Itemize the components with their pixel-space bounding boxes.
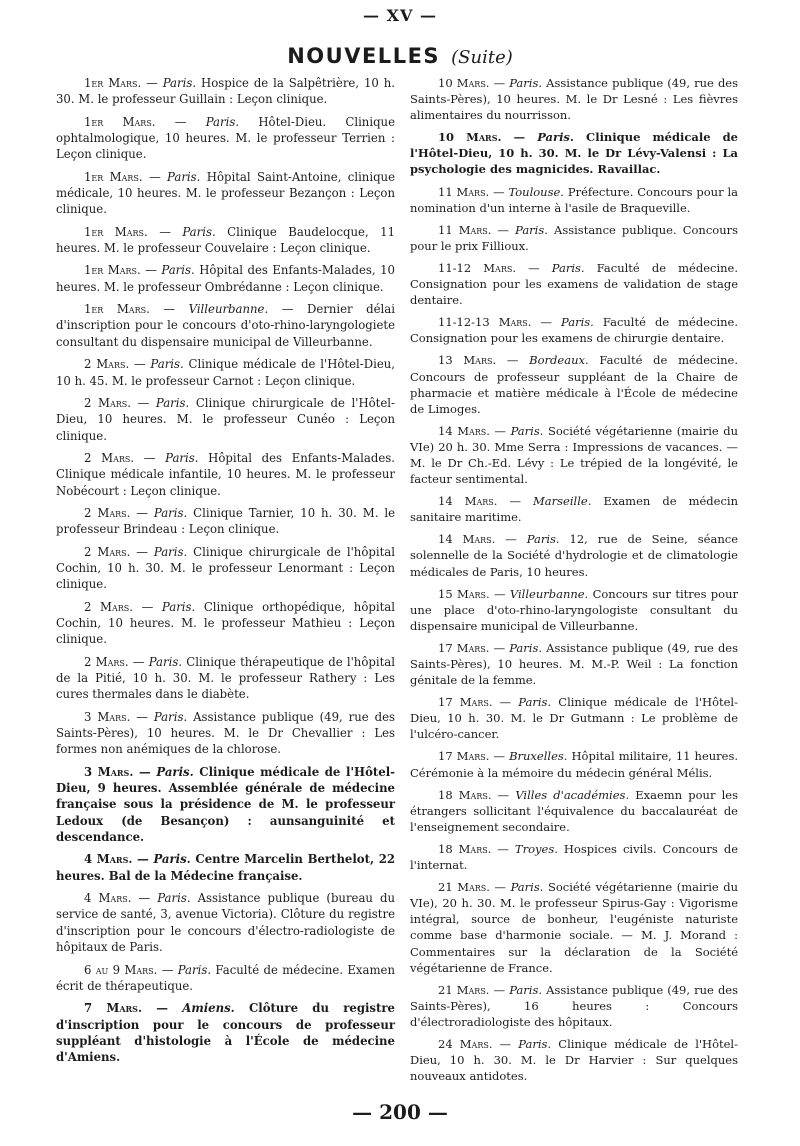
section-subtitle: (Suite) — [451, 47, 513, 68]
news-entry: 2 Mars. — Paris. Hôpital des Enfants-Malades. Clinique médicale infantile, 10 heures. M. le professeur Nobécourt : Leçon clinique. — [56, 450, 395, 498]
entry-city: Paris. — [153, 505, 188, 520]
entry-date: 14 Mars. — [438, 532, 496, 547]
entry-text: Hôpital des Enfants-Malades, 10 heures. M. le professeur Ombrédanne : Leçon clinique. — [56, 263, 395, 294]
entry-city: Paris. — [510, 423, 544, 438]
news-entry: 10 Mars. — Paris. Assistance publique (49, rue des Saints-Pères), 10 heures. M. le Dr Lesné : Les fièvres alimentaires du nourrisson. — [410, 76, 739, 123]
news-entry: 7 Mars. — Amiens. Clôture du registre d'inscription pour le concours de professeur suppléant d'histologie à l'École de médecine d'Amiens. — [56, 1001, 395, 1065]
entry-date: 2 Mars. — [84, 357, 130, 372]
entry-text: Assistance publique (49, rue des Saints-Pères), 16 heures : Concours d'électroradiologiste des hôpitaux. — [410, 982, 739, 1029]
entry-date: 1er Mars. — [84, 224, 148, 239]
entry-city: Paris. — [509, 982, 543, 997]
entry-city: Amiens. — [182, 1001, 235, 1016]
news-entry: 17 Mars. — Paris. Clinique médicale de l'Hôtel-Dieu, 10 h. 30. M. le Dr Gutmann : Le problème de l'ulcéro-cancer. — [410, 695, 738, 742]
entry-text: Clôture du registre d'inscription pour le concours de professeur suppléant d'histologie à l'École de médecine d'Amiens. — [56, 1001, 395, 1065]
entry-text: Clinique thérapeutique de l'hôpital de la Pitié, 10 h. 30. M. le professeur Rathery : Les cures thermales dans le diabète. — [56, 654, 395, 702]
entry-date: 1er Mars. — [84, 263, 141, 278]
news-entry: 1er Mars. — Paris. Hôtel-Dieu. Clinique ophtalmologique, 10 heures. M. le professeur Terrien : Leçon clinique. — [56, 114, 396, 162]
entry-date: 14 Mars. — [438, 423, 490, 438]
news-entry: 18 Mars. — Villes d'académies. Exaemn pour les étrangers sollicitant l'équivalence du baccalauréat de l'enseignement secondaire. — [410, 787, 738, 834]
news-entry: 17 Mars. — Paris. Assistance publique (49, rue des Saints-Pères), 10 heures. M. M.-P. Weil : La fonction génitale de la femme. — [410, 640, 739, 688]
entry-date: 3 Mars. — [84, 764, 134, 779]
entry-text: Faculté de médecine. Examen écrit de thérapeutique. — [56, 962, 395, 993]
entry-text: Assistance publique (49, rue des Saints-Pères), 10 heures. M. M.-P. Weil : La fonction génitale de la femme. — [410, 640, 739, 688]
entry-date: 17 Mars. — [438, 695, 493, 710]
entry-date: 3 Mars. — [84, 709, 131, 724]
entry-text: Exaemn pour les étrangers sollicitant l'équivalence du baccalauréat de l'enseignement secondaire. — [410, 787, 738, 834]
entry-date: 17 Mars. — [438, 640, 490, 655]
entry-date: 2 Mars. — [84, 450, 135, 465]
entry-city: Paris. — [509, 76, 543, 90]
entry-text: Clinique médicale de l'Hôtel-Dieu, 10 h. 30. M. le Dr Gutmann : Le problème de l'ulcéro-cancer. — [410, 695, 738, 742]
news-entry: 1er Mars. — Paris. Hospice de la Salpêtrière, 10 h. 30. M. le professeur Guillain : Leçon clinique. — [56, 76, 395, 107]
entry-date: 6 au 9 Mars. — [84, 962, 158, 977]
entry-date: 14 Mars. — [438, 494, 498, 509]
entry-date: 1er Mars. — [84, 114, 156, 129]
entry-city: Paris. — [167, 169, 201, 184]
entry-date: 10 Mars. — [438, 130, 502, 145]
entry-date: 4 Mars. — [84, 852, 133, 867]
entry-text: Faculté de médecine. Consignation pour les examens de validation de stage dentaire. — [410, 260, 739, 308]
entry-text: Assistance publique (49, rue des Saints-Pères), 10 heures. M. le Dr Lesné : Les fièvres alimentaires du nourrisson. — [410, 76, 739, 123]
entry-text: Examen de médecin sanitaire maritime. — [410, 494, 738, 525]
entry-text: Assistance publique (bureau du service de santé, 3, avenue Victoria). Clôture du registre d'inscription pour le concours d'électro-radiologiste de hôpitaux de Paris. — [56, 891, 395, 955]
entry-date: 1er Mars. — [84, 169, 143, 184]
news-entry: 2 Mars. — Paris. Clinique médicale de l'Hôtel-Dieu, 10 h. 45. M. le professeur Carnot : Leçon clinique. — [56, 357, 395, 388]
entry-date: 11 Mars. — [438, 222, 492, 237]
left-column — [56, 75, 395, 1072]
entry-date: 10 Mars. — [438, 76, 490, 90]
news-entry: 2 Mars. — Paris. Clinique Tarnier, 10 h. 30. M. le professeur Brindeau : Leçon clinique. — [56, 505, 395, 537]
entry-date: 1er Mars. — [84, 302, 150, 317]
entry-city: Paris. — [509, 640, 543, 655]
entry-text: Clinique Tarnier, 10 h. 30. M. le professeur Brindeau : Leçon clinique. — [56, 505, 395, 537]
entry-date: 17 Mars. — [438, 749, 490, 764]
entry-date: 11-12-13 Mars. — [438, 315, 532, 330]
entry-city: Paris. — [515, 222, 548, 237]
news-entry: 13 Mars. — Bordeaux. Faculté de médecine. Concours de professeur suppléant de la Chaire de pharmacie et matière médicale à l'École de médecine de Limoges. — [410, 353, 738, 416]
news-entry: 17 Mars. — Bruxelles. Hôpital militaire, 11 heures. Cérémonie à la mémoire du médecin général Mélis. — [410, 749, 739, 780]
news-entry: 11 Mars. — Toulouse. Préfecture. Concours pour la nomination d'un interne à l'asile de Braqueville. — [410, 184, 738, 215]
news-entry: 4 Mars. — Paris. Centre Marcelin Berthelot, 22 heures. Bal de la Médecine française. — [56, 852, 395, 883]
entry-date: 4 Mars. — [84, 891, 132, 906]
entry-text: Hospice de la Salpêtrière, 10 h. 30. M. le professeur Guillain : Leçon clinique. — [56, 76, 395, 107]
entry-city: Paris. — [161, 263, 195, 278]
news-entry: 2 Mars. — Paris. Clinique chirurgicale de l'Hôtel-Dieu, 10 heures. M. le professeur Cunéo : Leçon clinique. — [56, 395, 395, 443]
entry-text: Assistance publique. Concours pour le prix Fillioux. — [410, 222, 739, 253]
entry-city: Paris. — [155, 395, 190, 410]
entry-city: Paris. — [510, 880, 544, 895]
news-entry: 15 Mars. — Villeurbanne. Concours sur titres pour une place d'oto-rhino-laryngologiste consultant du dispensaire municipal de Villeurbanne. — [410, 586, 738, 633]
entry-text: Hôpital militaire, 11 heures. Cérémonie à la mémoire du médecin général Mélis. — [410, 749, 739, 780]
entry-city: Paris. — [161, 599, 196, 614]
entry-date: 11 Mars. — [438, 184, 490, 199]
section-heading — [0, 44, 800, 68]
news-entry: 2 Mars. — Paris. Clinique orthopédique, hôpital Cochin, 10 heures. M. le professeur Mathieu : Leçon clinique. — [56, 599, 395, 647]
news-entry: 14 Mars. — Paris. Société végétarienne (mairie du VIe) 20 h. 30. Mme Serra : Impressions de vacances. — M. le Dr Ch.-Ed. Lévy : Le trépied de la longévité, le facteur sentimental. — [410, 423, 739, 487]
entry-text: Centre Marcelin Berthelot, 22 heures. Bal de la Médecine française. — [56, 852, 395, 883]
entry-text: Concours sur titres pour une place d'oto-rhino-laryngologiste consultant du dispensaire municipal de Villeurbanne. — [410, 586, 738, 633]
entry-date: 2 Mars. — [84, 599, 133, 614]
entry-date: 2 Mars. — [84, 395, 131, 410]
entry-city: Paris. — [561, 315, 594, 330]
entry-city: Paris. — [150, 357, 184, 372]
entry-date: 13 Mars. — [438, 353, 497, 368]
entry-date: 18 Mars. — [438, 841, 492, 856]
entry-city: Paris. — [156, 764, 194, 779]
entry-city: Marseille. — [533, 494, 592, 509]
entry-date: 24 Mars. — [438, 1036, 493, 1051]
entry-text: Hospices civils. Concours de l'internat. — [410, 841, 739, 873]
news-entry: 1er Mars. — Villeurbanne. — Dernier délai d'inscription pour le concours d'oto-rhino-laryngologiete consultant du dispensaire municipal de Villeurbanne. — [56, 302, 395, 349]
entry-text: — Dernier délai d'inscription pour le concours d'oto-rhino-laryngologiete consultant du dispensaire municipal de Villeurbanne. — [56, 302, 395, 349]
section-title: NOUVELLES — [287, 44, 441, 68]
entry-date: 1er Mars. — [84, 76, 142, 90]
entry-city: Paris. — [165, 450, 199, 465]
entry-text: 12, rue de Seine, séance solennelle de la Société d'hydrologie et de climatologie médicales de Paris, 10 heures. — [410, 532, 738, 579]
entry-city: Paris. — [153, 852, 191, 867]
entry-city: Paris. — [157, 891, 191, 906]
entry-city: Paris. — [153, 709, 188, 724]
entry-date: 21 Mars. — [438, 982, 490, 997]
entry-date: 18 Mars. — [438, 787, 492, 802]
news-entry: 14 Mars. — Marseille. Examen de médecin sanitaire maritime. — [410, 494, 738, 525]
news-entry: 11-12 Mars. — Paris. Faculté de médecine. Consignation pour les examens de validation de stage dentaire. — [410, 260, 739, 308]
news-entry: 2 Mars. — Paris. Clinique thérapeutique de l'hôpital de la Pitié, 10 h. 30. M. le professeur Rathery : Les cures thermales dans le diabète. — [56, 654, 395, 702]
entry-date: 15 Mars. — [438, 586, 490, 601]
entry-city: Bordeaux. — [529, 353, 589, 368]
entry-city: Paris. — [153, 544, 188, 559]
entry-text: Préfecture. Concours pour la nomination d'un interne à l'asile de Braqueville. — [410, 184, 738, 215]
news-entry: 3 Mars. — Paris. Clinique médicale de l'Hôtel-Dieu, 9 heures. Assemblée générale de médecine française sous la présidence de M. le professeur Ledoux (de Besançon) : aunsanguinité et descendance. — [56, 764, 395, 845]
entry-city: Paris. — [526, 532, 560, 547]
entry-date: 21 Mars. — [438, 880, 490, 895]
entry-text: Clinique chirurgicale de l'Hôtel-Dieu, 10 heures. M. le professeur Cunéo : Leçon clinique. — [56, 395, 395, 443]
entry-city: Paris. — [177, 962, 212, 977]
entry-text: Clinique chirurgicale de l'hôpital Cochin, 10 h. 30. M. le professeur Lenormant : Leçon clinique. — [56, 544, 395, 592]
news-entry: 11-12-13 Mars. — Paris. Faculté de médecine. Consignation pour les examens de chirurgie dentaire. — [410, 315, 739, 346]
entry-date: 2 Mars. — [84, 505, 131, 520]
entry-city: Villeurbanne. — [188, 302, 269, 317]
entry-city: Toulouse. — [508, 184, 564, 199]
entry-city: Paris. — [537, 130, 574, 145]
entry-text: Faculté de médecine. Concours de professeur suppléant de la Chaire de pharmacie et matière médicale à l'École de médecine de Limoges. — [410, 353, 738, 416]
entry-city: Villes d'académies. — [515, 787, 630, 802]
entry-text: Hôpital Saint-Antoine, clinique médicale, 10 heures. M. le professeur Bezançon : Leçon clinique. — [56, 169, 396, 217]
news-entry: 14 Mars. — Paris. 12, rue de Seine, séance solennelle de la Société d'hydrologie et de climatologie médicales de Paris, 10 heures. — [410, 532, 738, 579]
entry-text: Assistance publique (49, rue des Saints-Pères), 10 heures. M. le Dr Chevallier : Les formes non anémiques de la chlorose. — [56, 709, 395, 757]
entry-city: Bruxelles. — [509, 749, 568, 764]
entry-date: 2 Mars. — [84, 654, 129, 669]
entry-date: 7 Mars. — [84, 1001, 143, 1016]
entry-city: Paris. — [148, 654, 183, 669]
news-entry: 3 Mars. — Paris. Assistance publique (49, rue des Saints-Pères), 10 heures. M. le Dr Chevallier : Les formes non anémiques de la chlorose. — [56, 709, 395, 757]
entry-city: Paris. — [205, 114, 240, 129]
entry-city: Villeurbanne. — [509, 586, 589, 601]
entry-city: Paris. — [551, 260, 585, 275]
news-entry: 4 Mars. — Paris. Assistance publique (bureau du service de santé, 3, avenue Victoria). Clôture du registre d'inscription pour le concours d'électro-radiologiste de hôpitaux de Paris. — [56, 891, 395, 955]
entry-city: Paris. — [182, 224, 216, 239]
right-column — [410, 75, 738, 1090]
news-entry: 1er Mars. — Paris. Clinique Baudelocque, 11 heures. M. le professeur Couvelaire : Leçon clinique. — [56, 224, 396, 256]
news-entry: 1er Mars. — Paris. Hôpital des Enfants-Malades, 10 heures. M. le professeur Ombrédanne : Leçon clinique. — [56, 263, 395, 294]
entry-text: Faculté de médecine. Consignation pour les examens de chirurgie dentaire. — [410, 315, 739, 346]
entry-city: Paris. — [518, 695, 552, 710]
news-entry: 2 Mars. — Paris. Clinique chirurgicale de l'hôpital Cochin, 10 h. 30. M. le professeur Lenormant : Leçon clinique. — [56, 544, 395, 592]
entry-text: Hôtel-Dieu. Clinique ophtalmologique, 10 heures. M. le professeur Terrien : Leçon clinique. — [56, 114, 396, 162]
entry-city: Paris. — [162, 76, 197, 90]
entry-text: Clinique orthopédique, hôpital Cochin, 10 heures. M. le professeur Mathieu : Leçon clinique. — [56, 599, 395, 647]
entry-city: Troyes. — [514, 841, 558, 856]
news-entry: 24 Mars. — Paris. Clinique médicale de l'Hôtel-Dieu, 10 h. 30. M. le Dr Harvier : Sur quelques nouveaux antidotes. — [410, 1036, 738, 1084]
news-entry: 21 Mars. — Paris. Société végétarienne (mairie du VIe), 20 h. 30. M. le professeur Spirus-Gay : Vigorisme intégral, source de bonheur, l'eugéniste naturiste comme base d'harmonie sociale. — M. J. Morand : Commentaires sur la déclaration de la Société végétarienne de France. — [410, 880, 739, 975]
entry-date: 2 Mars. — [84, 544, 131, 559]
entry-text: Clinique médicale de l'Hôtel-Dieu, 10 h. 45. M. le professeur Carnot : Leçon clinique. — [56, 357, 395, 388]
entry-text: Clinique Baudelocque, 11 heures. M. le professeur Couvelaire : Leçon clinique. — [56, 224, 396, 256]
entry-city: Paris. — [518, 1036, 552, 1051]
entry-text: Clinique médicale de l'Hôtel-Dieu, 9 heures. Assemblée générale de médecine française sous la présidence de M. le professeur Ledoux (de Besançon) : aunsanguinité et descendance. — [56, 764, 395, 845]
entry-text: Hôpital des Enfants-Malades. Clinique médicale infantile, 10 heures. M. le professeur Nobécourt : Leçon clinique. — [56, 450, 395, 498]
entry-text: Clinique médicale de l'Hôtel-Dieu, 10 h. 30. M. le Dr Lévy-Valensi : La psychologie des magnicides. Ravaillac. — [410, 130, 738, 177]
entry-text: Société végétarienne (mairie du VIe) 20 h. 30. Mme Serra : Impressions de vacances. — M. le Dr Ch.-Ed. Lévy : Le trépied de la longévité, le facteur sentimental. — [410, 423, 739, 487]
entry-text: Société végétarienne (mairie du VIe), 20 h. 30. M. le professeur Spirus-Gay : Vigorisme intégral, source de bonheur, l'eugéniste naturiste comme base d'harmonie sociale. — M. J. Morand : Commentaires sur la déclaration de la Société végétarienne de France. — [410, 880, 739, 975]
news-entry: 10 Mars. — Paris. Clinique médicale de l'Hôtel-Dieu, 10 h. 30. M. le Dr Lévy-Valensi : La psychologie des magnicides. Ravaillac. — [410, 130, 738, 177]
news-entry: 1er Mars. — Paris. Hôpital Saint-Antoine, clinique médicale, 10 heures. M. le professeur Bezançon : Leçon clinique. — [56, 169, 396, 217]
page-number: — 200 — — [352, 1100, 448, 1124]
entry-text: Clinique médicale de l'Hôtel-Dieu, 10 h. 30. M. le Dr Harvier : Sur quelques nouveaux antidotes. — [410, 1036, 738, 1084]
news-entry: 11 Mars. — Paris. Assistance publique. Concours pour le prix Fillioux. — [410, 222, 739, 253]
roman-page-number: — XV — — [363, 6, 437, 25]
news-entry: 6 au 9 Mars. — Paris. Faculté de médecine. Examen écrit de thérapeutique. — [56, 962, 395, 993]
news-entry: 18 Mars. — Troyes. Hospices civils. Concours de l'internat. — [410, 841, 739, 873]
news-entry: 21 Mars. — Paris. Assistance publique (49, rue des Saints-Pères), 16 heures : Concours d'électroradiologiste des hôpitaux. — [410, 982, 739, 1029]
entry-date: 11-12 Mars. — [438, 260, 516, 275]
